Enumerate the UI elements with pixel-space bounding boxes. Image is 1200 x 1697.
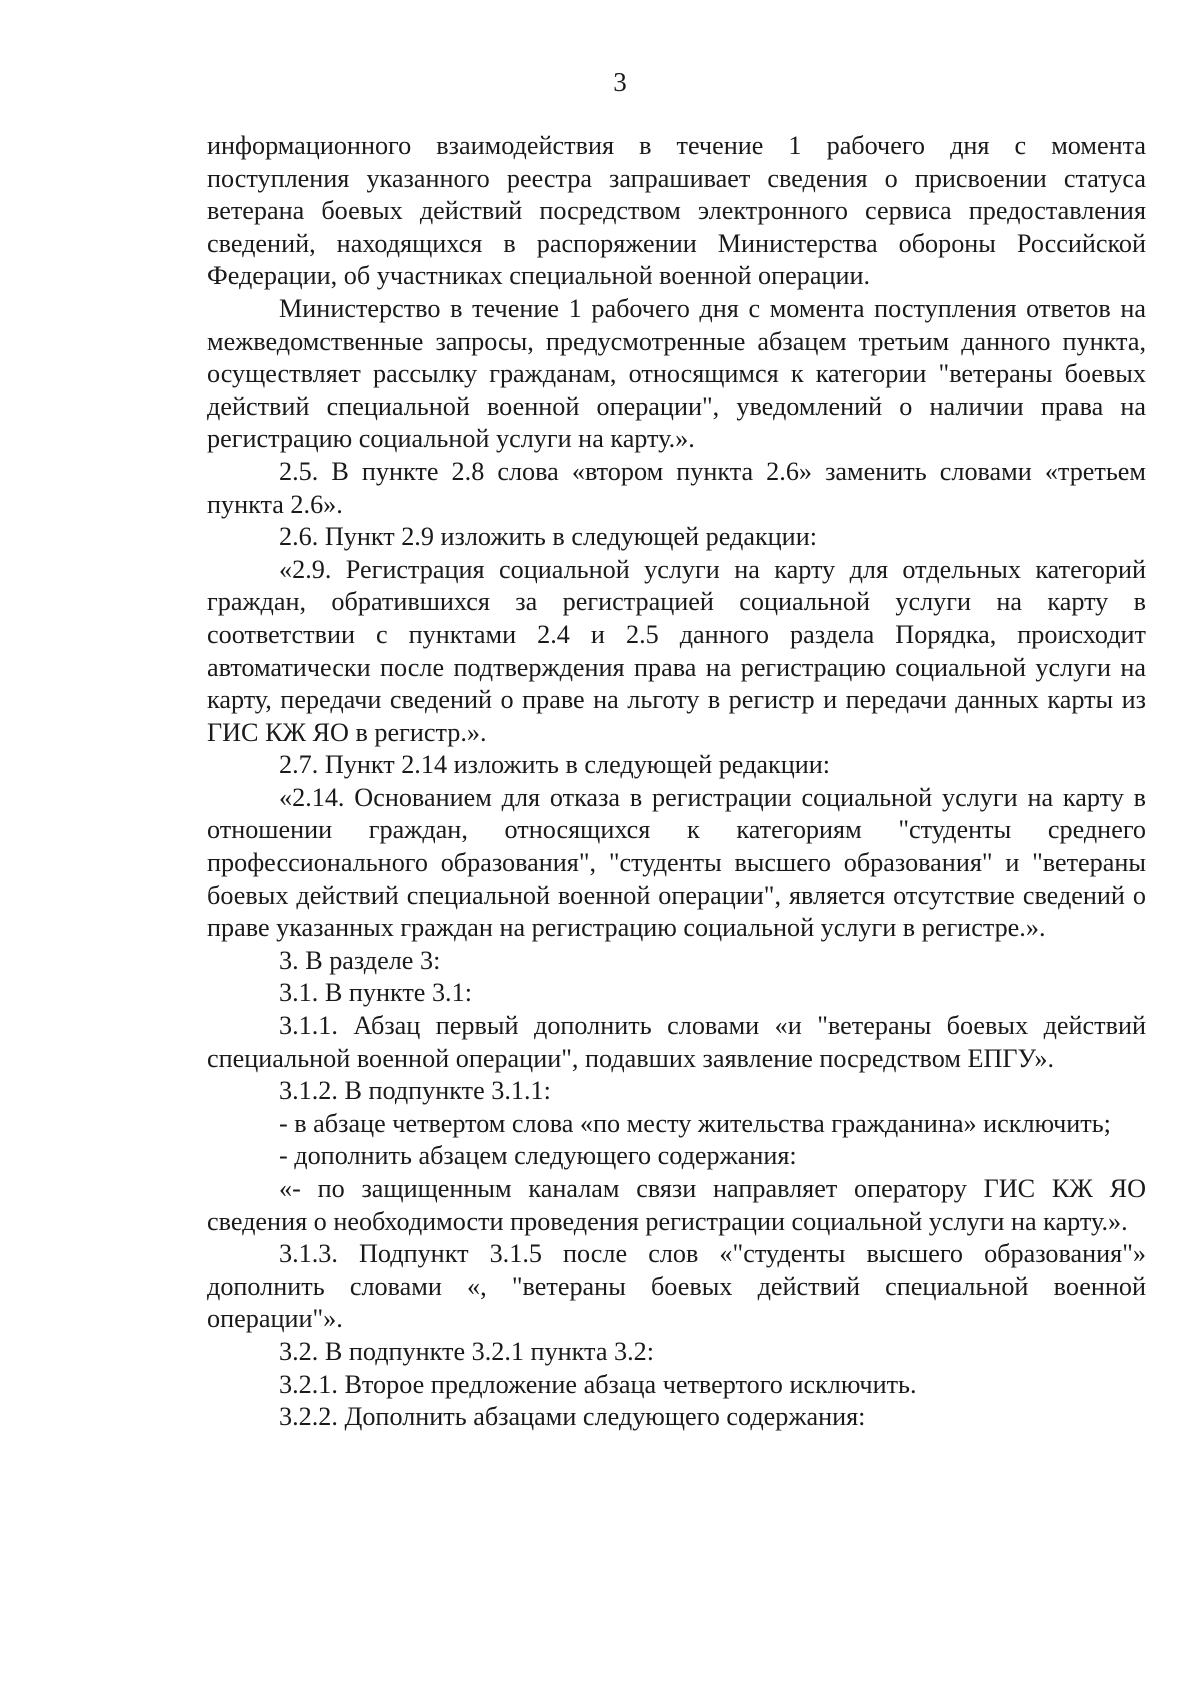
paragraph: - в абзаце четвертом слова «по месту жительства гражданина» исключить; [279, 1108, 1111, 1138]
paragraph: 2.6. Пункт 2.9 изложить в следующей редакции: [279, 522, 817, 552]
page-number: 3 [613, 67, 627, 97]
paragraph: 3.2. В подпункте 3.2.1 пункта 3.2: [279, 1336, 654, 1366]
paragraph: 3.1.3. Подпункт 3.1.5 после слов «"студенты высшего образования"» дополнить словами «, "ветераны боевых действий специальной военной операции"». [207, 1239, 1146, 1334]
paragraph: «2.9. Регистрация социальной услуги на карту для отдельных категорий граждан, обратившихся за регистрацией социальной услуги на карту в соответствии с пунктами 2.4 и 2.5 данного раздела Порядка, происходит автоматически после подтверждения права на регистрацию социальной услуги на карту, передачи сведений о праве на льготу в регистр и передачи данных карты из ГИС КЖ ЯО в регистр.». [207, 554, 1146, 747]
document-body [207, 130, 1146, 1434]
paragraph: 3.2.1. Второе предложение абзаца четвертого исключить. [279, 1369, 917, 1399]
paragraph: 3.1.2. В подпункте 3.1.1: [279, 1076, 551, 1106]
paragraph: 3.1.1. Абзац первый дополнить словами «и "ветераны боевых действий специальной военной операции", подавших заявление посредством ЕПГУ». [207, 1011, 1146, 1073]
paragraph: 3. В разделе 3: [279, 945, 441, 975]
paragraph: 2.5. В пункте 2.8 слова «втором пункта 2.6» заменить словами «третьем пункта 2.6». [207, 456, 1146, 519]
paragraph: 3.2.2. Дополнить абзацами следующего содержания: [279, 1402, 866, 1432]
paragraph: - дополнить абзацем следующего содержания: [279, 1141, 797, 1171]
paragraph: 3.1. В пункте 3.1: [279, 978, 472, 1008]
paragraph: «2.14. Основанием для отказа в регистрации социальной услуги на карту в отношении граждан, относящихся к категориям "студенты среднего профессионального образования", "студенты высшего образования" и "ветераны боевых действий специальной военной операции", является отсутствие сведений о праве указанных граждан на регистрацию социальной услуги в регистре.». [207, 782, 1146, 943]
paragraph: «- по защищенным каналам связи направляет оператору ГИС КЖ ЯО сведения о необходимости проведения регистрации социальной услуги на карту.». [207, 1174, 1146, 1236]
paragraph: информационного взаимодействия в течение 1 рабочего дня с момента поступления указанного реестра запрашивает сведения о присвоении статуса ветерана боевых действий посредством электронного сервиса предоставления сведений, находящихся в распоряжении Министерства обороны Российской Федерации, об участниках специальной военной операции. [207, 131, 1146, 291]
paragraph: 2.7. Пункт 2.14 изложить в следующей редакции: [279, 750, 831, 780]
paragraph: Министерство в течение 1 рабочего дня с момента поступления ответов на межведомственные запросы, предусмотренные абзацем третьим данного пункта, осуществляет рассылку гражданам, относящимся к категории "ветераны боевых действий специальной военной операции", уведомлений о наличии права на регистрацию социальной услуги на карту.». [207, 293, 1146, 454]
